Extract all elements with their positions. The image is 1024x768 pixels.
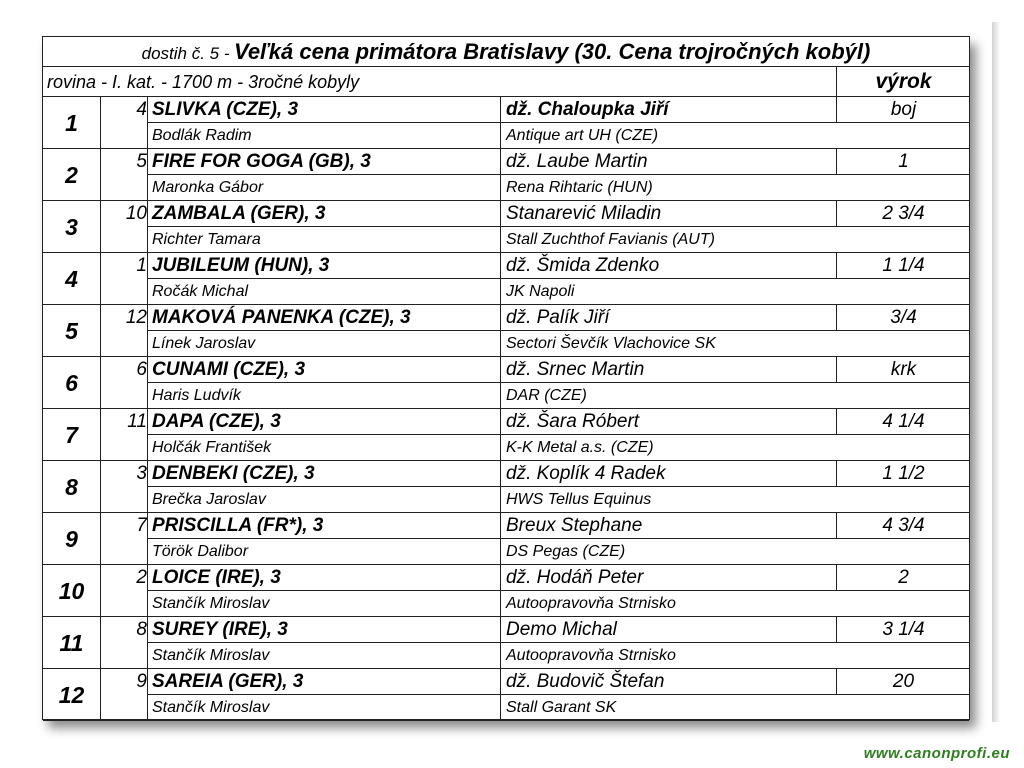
result-margin: boj [836,97,970,122]
table-row [43,669,969,721]
finish-place: 3 [43,201,101,252]
finish-place: 8 [43,461,101,512]
finish-place: 2 [43,149,101,200]
owner-name: Stall Garant SK [506,699,617,716]
start-number: 9 [136,671,147,692]
trainer-name: Richter Tamara [152,231,261,248]
table-row [43,253,969,305]
owner-name: DS Pegas (CZE) [506,543,626,560]
column-divider [500,409,501,460]
jockey-name: dž. Budovič Štefan [506,671,665,692]
trainer-name: Stančík Miroslav [152,699,270,716]
horse-name: SAREIA (GER), 3 [152,671,304,692]
trainer-name: Brečka Jaroslav [152,491,266,508]
owner-name: Autoopravovňa Strnisko [506,647,676,664]
owner-name: Antique art UH (CZE) [506,127,659,144]
jockey-name: Demo Michal [506,619,617,640]
horse-name: SLIVKA (CZE), 3 [152,99,299,120]
race-conditions: rovina - I. kat. - 1700 m - 3ročné kobyly [47,72,360,92]
finish-place: 11 [43,617,101,668]
jockey-name: dž. Laube Martin [506,151,648,172]
trainer-name: Stančík Miroslav [152,647,270,664]
column-divider [500,201,501,252]
table-row [43,201,969,253]
table-row [43,149,969,201]
jockey-name: dž. Koplík 4 Radek [506,463,666,484]
finish-place: 6 [43,357,101,408]
owner-name: DAR (CZE) [506,387,587,404]
result-margin: 3/4 [836,305,970,330]
finish-place: 10 [43,565,101,616]
horse-name: FIRE FOR GOGA (GB), 3 [152,151,371,172]
table-row [43,97,969,149]
column-divider [500,565,501,616]
start-number: 10 [125,203,147,224]
horse-name: LOICE (IRE), 3 [152,567,281,588]
owner-name: HWS Tellus Equinus [506,491,652,508]
start-number: 6 [136,359,147,380]
result-margin: 4 3/4 [836,513,970,538]
result-margin: krk [836,357,970,382]
results-table [43,97,969,721]
table-row [43,513,969,565]
column-divider [500,149,501,200]
results-sheet [42,36,970,720]
jockey-name: dž. Hodáň Peter [506,567,644,588]
horse-name: DENBEKI (CZE), 3 [152,463,315,484]
jockey-name: dž. Palík Jiří [506,307,610,328]
table-row [43,617,969,669]
result-margin: 20 [836,669,970,694]
horse-name: JUBILEUM (HUN), 3 [152,255,330,276]
jockey-name: dž. Srnec Martin [506,359,645,380]
result-margin: 3 1/4 [836,617,970,642]
jockey-name: Breux Stephane [506,515,643,536]
trainer-name: Ročák Michal [152,283,249,300]
owner-name: Stall Zuchthof Favianis (AUT) [506,231,715,248]
column-divider [500,305,501,356]
page-shadow [992,22,1000,722]
start-number: 3 [136,463,147,484]
trainer-name: Holčák František [152,439,272,456]
result-margin: 2 3/4 [836,201,970,226]
trainer-name: Török Dalibor [152,543,249,560]
result-margin: 1 1/4 [836,253,970,278]
column-divider [500,617,501,668]
owner-name: Rena Rihtaric (HUN) [506,179,653,196]
column-divider [500,669,501,720]
jockey-name: dž. Šmida Zdenko [506,255,660,276]
column-divider [500,97,501,148]
table-row [43,305,969,357]
horse-name: CUNAMI (CZE), 3 [152,359,306,380]
start-number: 4 [136,99,147,120]
result-margin: 2 [836,565,970,590]
jockey-name: dž. Šara Róbert [506,411,640,432]
jockey-name: Stanarević Miladin [506,203,662,224]
jockey-name: dž. Chaloupka Jiří [506,99,669,120]
column-divider [500,513,501,564]
start-number: 8 [136,619,147,640]
result-margin: 1 1/2 [836,461,970,486]
trainer-name: Stančík Miroslav [152,595,270,612]
watermark: www.canonprofi.eu [863,745,1010,762]
horse-name: SUREY (IRE), 3 [152,619,288,640]
table-row [43,461,969,513]
trainer-name: Haris Ludvík [152,387,241,404]
finish-place: 12 [43,669,101,720]
start-number: 11 [127,411,147,432]
horse-name: DAPA (CZE), 3 [152,411,281,432]
finish-place: 9 [43,513,101,564]
column-divider [500,253,501,304]
finish-place: 5 [43,305,101,356]
race-number: dostih č. 5 - [141,44,230,63]
owner-name: K-K Metal a.s. (CZE) [506,439,654,456]
trainer-name: Bodlák Radim [152,127,252,144]
owner-name: Autoopravovňa Strnisko [506,595,676,612]
start-number: 12 [125,307,147,328]
owner-name: Sectori Ševčík Vlachovice SK [506,335,716,352]
column-divider [500,461,501,512]
finish-place: 1 [43,97,101,148]
race-title: Veľká cena primátora Bratislavy (30. Cena trojročných kobýl) [233,39,871,64]
result-margin: 1 [836,149,970,174]
horse-name: ZAMBALA (GER), 3 [152,203,326,224]
start-number: 2 [136,567,147,588]
start-number: 7 [136,515,147,536]
column-divider [500,357,501,408]
result-margin: 4 1/4 [836,409,970,434]
trainer-name: Línek Jaroslav [152,335,256,352]
finish-place: 4 [43,253,101,304]
finish-place: 7 [43,409,101,460]
start-number: 1 [136,255,147,276]
race-conditions-row [43,67,969,97]
table-row [43,565,969,617]
horse-name: MAKOVÁ PANENKA (CZE), 3 [152,307,411,328]
race-title-row [43,37,969,67]
table-row [43,357,969,409]
result-column-header: výrok [836,67,970,96]
start-number: 5 [136,151,147,172]
owner-name: JK Napoli [506,283,575,300]
trainer-name: Maronka Gábor [152,179,264,196]
horse-name: PRISCILLA (FR*), 3 [152,515,324,536]
table-row [43,409,969,461]
